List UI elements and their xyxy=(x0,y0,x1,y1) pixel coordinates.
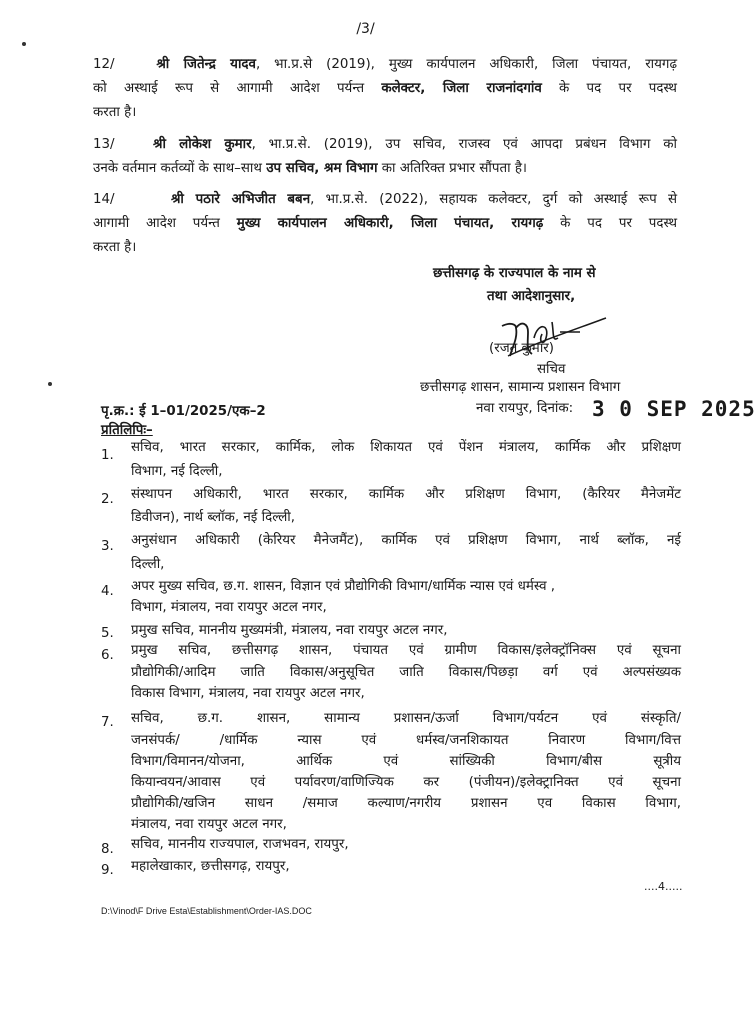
list-text: जनसंपर्क/ /धार्मिक न्यास एवं धर्मस्व/जनशिकायत निवारण विभाग/वित्त xyxy=(131,733,681,748)
list-number: 9. xyxy=(101,863,114,878)
list-text: सचिव, भारत सरकार, कार्मिक, लोक शिकायत एवं पेंशन मंत्रालय, कार्मिक और प्रशिक्षण xyxy=(131,440,681,455)
officer-name: श्री पठारे अभिजीत बबन xyxy=(170,192,311,207)
paragraph-text: उनके वर्तमान कर्तव्यों के साथ–साथ xyxy=(93,161,267,176)
list-text: दिल्ली, xyxy=(131,557,165,572)
posting-title: कलेक्टर, जिला राजनांदगांव xyxy=(381,81,542,96)
paragraph-text: के पद पर पदस्थ xyxy=(541,81,677,96)
next-page-marker: ....4..... xyxy=(644,880,683,893)
paragraph-text: आगामी आदेश पर्यन्त xyxy=(93,216,237,231)
paragraph-text: , भा.प्र.से (2019), मुख्य कार्यपालन अधिकारी, जिला पंचायत, रायगढ़ xyxy=(255,57,677,72)
paragraph-text: का अतिरिक्त प्रभार सौंपता है। xyxy=(377,161,528,176)
list-number: 7. xyxy=(101,715,114,730)
paragraph-number: 12/ xyxy=(93,57,115,72)
copy-heading: प्रतिलिपिः– xyxy=(101,423,153,438)
paragraph-number: 13/ xyxy=(93,137,115,152)
officer-signature-name: (रजत कुमार) xyxy=(489,341,554,356)
officer-name: श्री लोकेश कुमार xyxy=(153,137,252,152)
paragraph-text: के पद पर पदस्थ xyxy=(543,216,678,231)
list-number: 8. xyxy=(101,842,114,857)
list-text: महालेखाकार, छत्तीसगढ़, रायपुर, xyxy=(131,859,290,874)
place-date: नवा रायपुर, दिनांक: xyxy=(476,401,574,416)
posting-title: उप सचिव, श्रम विभाग xyxy=(266,161,378,176)
list-text: विभाग, मंत्रालय, नवा रायपुर अटल नगर, xyxy=(131,600,327,615)
list-text: मंत्रालय, नवा रायपुर अटल नगर, xyxy=(131,817,287,832)
list-number: 6. xyxy=(101,648,114,663)
paragraph-text: करता है। xyxy=(93,105,137,120)
list-text: विभाग/विमानन/योजना, आर्थिक एवं सांख्यिकी विभाग/बीस सूत्रीय xyxy=(131,754,681,769)
list-text: सचिव, छ.ग. शासन, सामान्य प्रशासन/ऊर्जा विभाग/पर्यटन एवं संस्कृति/ xyxy=(131,711,681,726)
paragraph-text: को अस्थाई रूप से आगामी आदेश पर्यन्त xyxy=(93,81,382,96)
list-text: सचिव, माननीय राज्यपाल, राजभवन, रायपुर, xyxy=(131,837,349,852)
date-stamp: 3 0 SEP 2025 xyxy=(592,397,756,421)
list-number: 1. xyxy=(101,448,114,463)
scan-dot xyxy=(48,382,52,386)
paragraph-text: , भा.प्र.से. (2022), सहायक कलेक्टर, दुर्ग को अस्थाई रूप से xyxy=(310,192,677,207)
list-text: प्रमुख सचिव, माननीय मुख्यमंत्री, मंत्रालय, नवा रायपुर अटल नगर, xyxy=(131,623,448,638)
list-text: संस्थापन अधिकारी, भारत सरकार, कार्मिक और प्रशिक्षण विभाग, (कैरियर मैनेजमेंट xyxy=(131,487,681,502)
paragraph-text: , भा.प्र.से. (2019), उप सचिव, राजस्व एवं आपदा प्रबंधन विभाग को xyxy=(251,137,677,152)
list-text: डिवीजन), नार्थ ब्लॉक, नई दिल्ली, xyxy=(131,510,296,525)
list-text: विभाग, नई दिल्ली, xyxy=(131,464,223,479)
page-number: /3/ xyxy=(356,21,375,37)
department-line: छत्तीसगढ़ शासन, सामान्य प्रशासन विभाग xyxy=(420,380,621,395)
list-number: 5. xyxy=(101,626,114,641)
file-path-footer: D:\Vinod\F Drive Esta\Establishment\Order-IAS.DOC xyxy=(101,906,312,916)
list-text: अनुसंधान अधिकारी (केरियर मैनेजमैंट), कार्मिक एवं प्रशिक्षण विभाग, नार्थ ब्लॉक, नई xyxy=(131,533,681,548)
reference-number: पृ.क्र.: ई 1–01/2025/एक–2 xyxy=(101,404,266,419)
list-number: 4. xyxy=(101,584,114,599)
list-number: 3. xyxy=(101,539,114,554)
paragraph-number: 14/ xyxy=(93,192,115,207)
list-text: अपर मुख्य सचिव, छ.ग. शासन, विज्ञान एवं प्रौद्योगिकी विभाग/धार्मिक न्यास एवं धर्मस्व , xyxy=(131,579,556,594)
authority-line: तथा आदेशानुसार, xyxy=(487,289,576,304)
list-number: 2. xyxy=(101,492,114,507)
list-text: विकास विभाग, मंत्रालय, नवा रायपुर अटल नगर, xyxy=(131,686,365,701)
posting-title: मुख्य कार्यपालन अधिकारी, जिला पंचायत, रायगढ़ xyxy=(236,216,544,231)
list-text: प्रौद्योगिकी/खजिन साधन /समाज कल्याण/नगरीय प्रशासन एव विकास विभाग, xyxy=(131,796,681,811)
authority-line: छत्तीसगढ़ के राज्यपाल के नाम से xyxy=(433,266,596,281)
paragraph-text: करता है। xyxy=(93,240,137,255)
list-text: कियान्वयन/आवास एवं पर्यावरण/वाणिज्यिक कर (पंजीयन)/इलेक्ट्रानिक्त एवं सूचना xyxy=(131,775,681,790)
handwritten-signature xyxy=(488,312,610,364)
list-text: प्रौद्योगिकी/आदिम जाति विकास/अनुसूचित जाति विकास/पिछड़ा वर्ग एवं अल्पसंख्यक xyxy=(131,665,681,680)
list-text: प्रमुख सचिव, छत्तीसगढ़ शासन, पंचायत एवं ग्रामीण विकास/इलेक्ट्रॉनिक्स एवं सूचना xyxy=(131,643,681,658)
scan-dot xyxy=(22,42,26,46)
officer-designation: सचिव xyxy=(537,362,566,377)
officer-name: श्री जितेन्द्र यादव xyxy=(156,57,256,72)
